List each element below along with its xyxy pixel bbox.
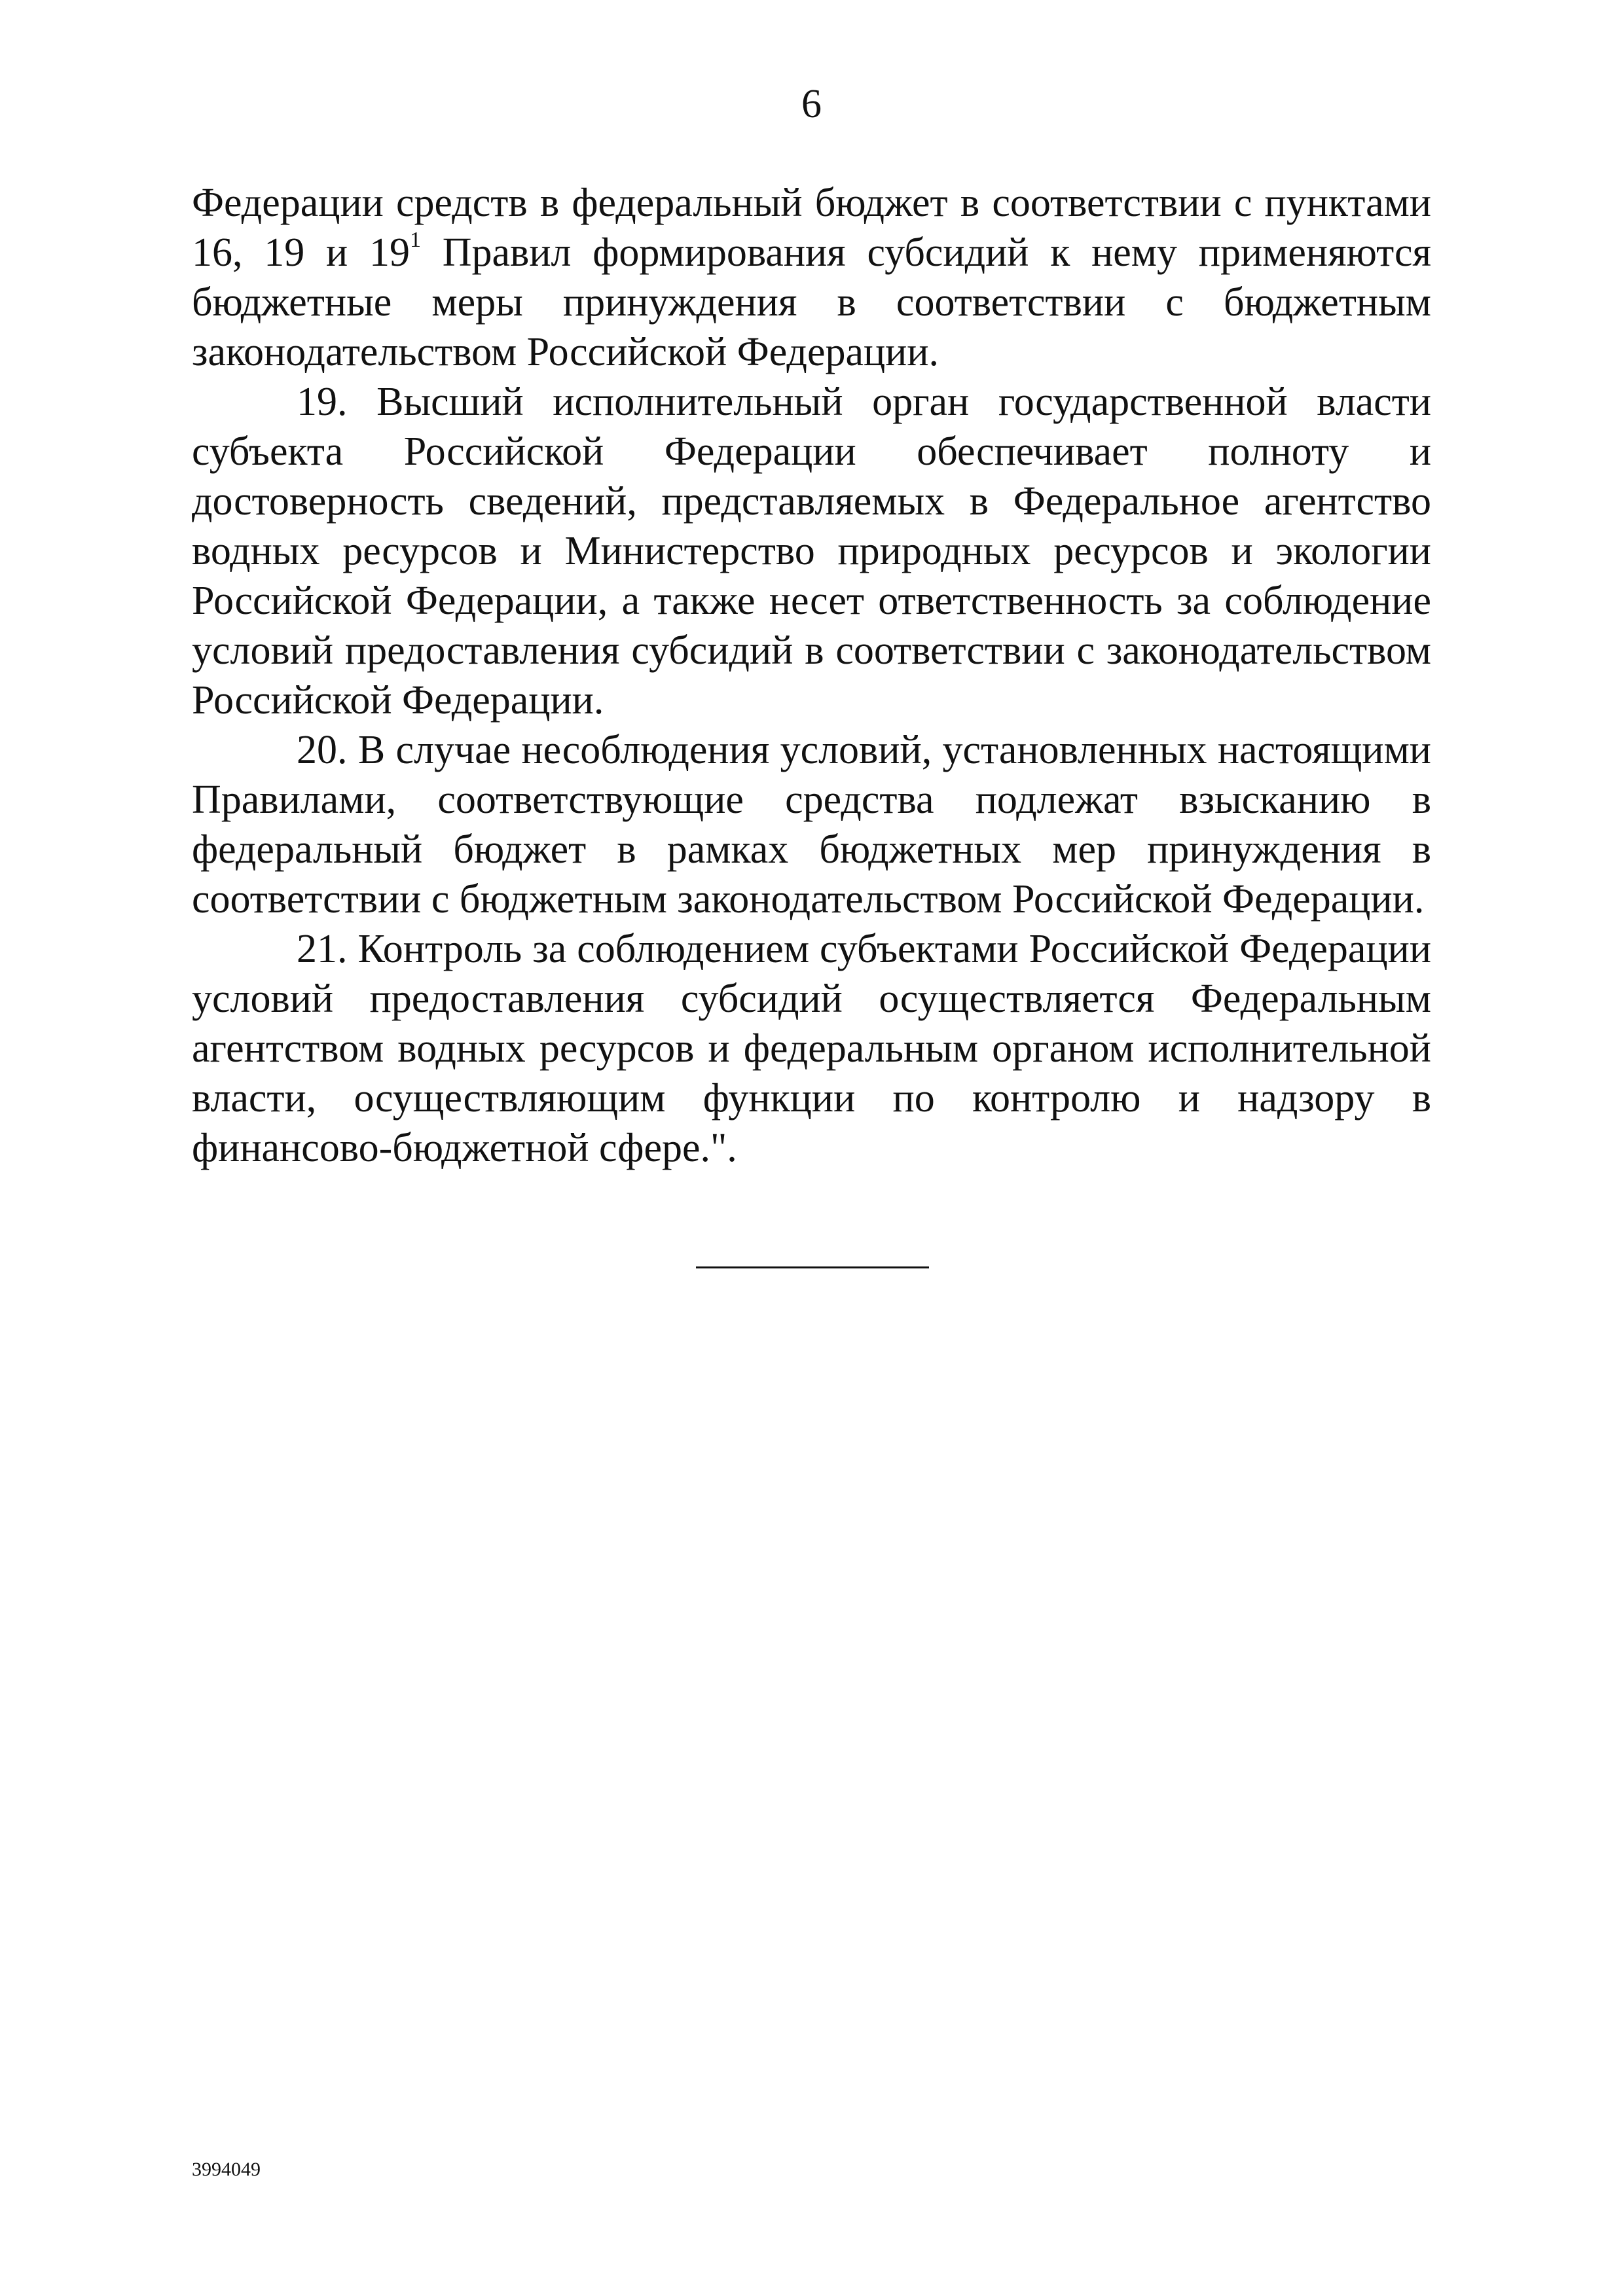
end-separator-line <box>696 1266 929 1268</box>
paragraph-20: 20. В случае несоблюдения условий, установленных настоящими Правилами, соответствующие средства подлежат взысканию в федеральный бюджет в рамках бюджетных мер принуждения в соответствии с бюджетным законодательством Российской Федерации. <box>192 728 1431 922</box>
paragraph-21: 21. Контроль за соблюдением субъектами Российской Федерации условий предоставления субсидий осуществляется Федеральным агентством водных ресурсов и федеральным органом исполнительной власти, осуществляющим функции по контролю и надзору в финансово-бюджетной сфере.". <box>192 927 1431 1170</box>
paragraph-19: 19. Высший исполнительный орган государственной власти субъекта Российской Федерации обеспечивает полноту и достоверность сведений, представляемых в Федеральное агентство водных ресурсов и Министерство природных ресурсов и экологии Российской Федерации, а также несет ответственность за соблюдение условий предоставления субсидий в соответствии с законодательством Российской Федерации. <box>192 380 1431 723</box>
paragraph-continuation <box>192 178 1431 377</box>
paragraph-continuation-text-start: Федерации средств в федеральный бюджет в соответствии с пунктами 16, 19 и 19 <box>192 181 1431 275</box>
superscript-index: 1 <box>409 228 421 253</box>
paragraph-continuation-text-end: Правил формирования субсидий к нему применяются бюджетные меры принуждения в соответствии с бюджетным законодательством Российской Федерации. <box>192 230 1431 374</box>
page-number: 6 <box>801 82 822 126</box>
document-number: 3994049 <box>192 2159 261 2180</box>
document-body <box>192 178 1431 1173</box>
